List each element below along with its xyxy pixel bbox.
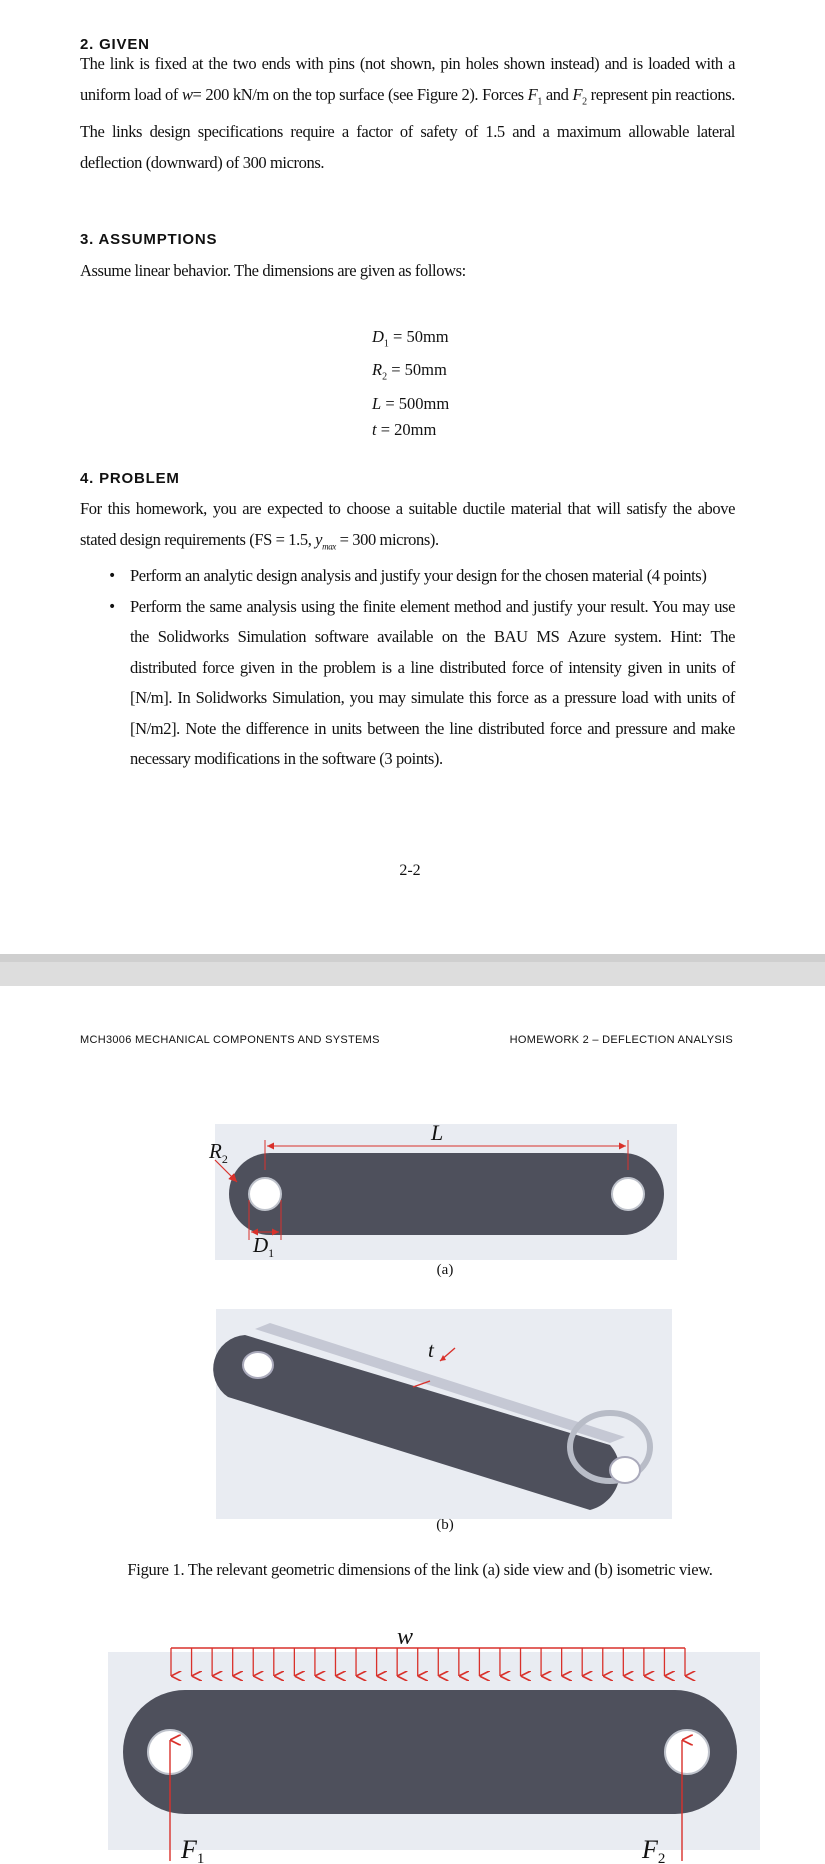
label-t: t <box>428 1338 434 1362</box>
right-pin-hole <box>612 1178 644 1210</box>
left-pin-hole <box>249 1178 281 1210</box>
assumptions-paragraph: Assume linear behavior. The dimensions are given as follows: <box>80 261 466 280</box>
right-pin-hole <box>610 1457 640 1483</box>
label-d1: $D_1$ <box>253 1233 275 1260</box>
left-pin-hole <box>243 1352 273 1378</box>
bullet-item: • Perform an analytic design analysis and justify your design for the chosen material (4 points) <box>108 561 735 592</box>
link-body <box>123 1690 737 1814</box>
page-number: 2-2 <box>399 862 421 879</box>
link-body <box>229 1153 664 1235</box>
problem-paragraph: For this homework, you are expected to choose a suitable ductile material that will satisfy the above stated design requirements (FS = 1.5, $y_{max} = 300$ microns). <box>80 499 735 551</box>
caption-b: (b) <box>436 1517 454 1533</box>
label-r2: $R_2$ <box>209 1139 228 1166</box>
figure-1a-side-view <box>195 1110 695 1260</box>
w-symbol: w <box>181 84 193 104</box>
bullet-dot: • <box>108 568 116 584</box>
figure-1b-isometric-view <box>210 1305 680 1525</box>
page-divider <box>0 954 825 986</box>
equation-t: t = 20mm <box>372 419 437 439</box>
given-and: and <box>541 84 573 104</box>
figure-1-caption: Figure 1. The relevant geometric dimensions of the link (a) side view and (b) isometric view. <box>127 1560 713 1579</box>
section-2-paragraph <box>80 49 735 178</box>
f2-symbol: F <box>572 84 583 104</box>
label-w: w <box>397 1624 414 1650</box>
f1-subscript: 1 <box>537 95 542 107</box>
equation-r2: $R_2 = 50mm$ <box>372 360 447 383</box>
given-text-b: = 200 kN/m on the top surface (see Figure 2). Forces <box>192 84 528 104</box>
label-f1: F1 <box>181 1835 205 1864</box>
y-max-subscript: max <box>322 540 336 551</box>
label-l: L <box>431 1120 444 1145</box>
bullet-item: • Perform the same analysis using the finite element method and justify your result. You may use the Solidworks Simulation software available on the BAU MS Azure system. Hint: The distributed force given in the problem is a line distributed force of intensity given in units of [N/m]. In Solidworks Simulation, you may simulate this force as a pressure load with units of [N/m2]. Note the difference in units between the line distributed force and pressure and make necessary modifications in the software (3 points). <box>108 592 735 775</box>
equation-l: L = 500mm <box>372 393 450 413</box>
figure-2-loaded-link <box>105 1618 765 1864</box>
y-max-symbol: y <box>315 529 323 549</box>
label-f2: F2 <box>642 1835 666 1864</box>
bullet-dot: • <box>108 598 116 615</box>
given-text-c: represent pin reactions. The links design specifications require a factor of safety of 1.5 and a maximum allowable lateral deflection (downward) of 300 microns. <box>80 84 735 172</box>
f1-symbol: F <box>527 84 538 104</box>
running-header-right: HOMEWORK 2 – DEFLECTION ANALYSIS <box>509 1034 733 1046</box>
given-text-a: The link is fixed at the two ends with pins (not shown, pin holes shown instead) and is loaded with a uniform load of <box>80 54 735 104</box>
running-header-left: MCH3006 MECHANICAL COMPONENTS AND SYSTEMS <box>80 1034 380 1046</box>
f2-subscript: 2 <box>582 95 587 107</box>
caption-a: (a) <box>436 1262 454 1278</box>
section-3-heading: 3. ASSUMPTIONS <box>80 231 218 248</box>
problem-bullet-list <box>108 561 735 775</box>
dimension-equations <box>372 324 449 443</box>
right-pin-hole <box>665 1730 709 1774</box>
section-2-heading: 2. GIVEN <box>80 36 150 53</box>
equation-d1: $D_1 = 50mm$ <box>372 327 449 350</box>
section-4-heading: 4. PROBLEM <box>80 470 180 487</box>
